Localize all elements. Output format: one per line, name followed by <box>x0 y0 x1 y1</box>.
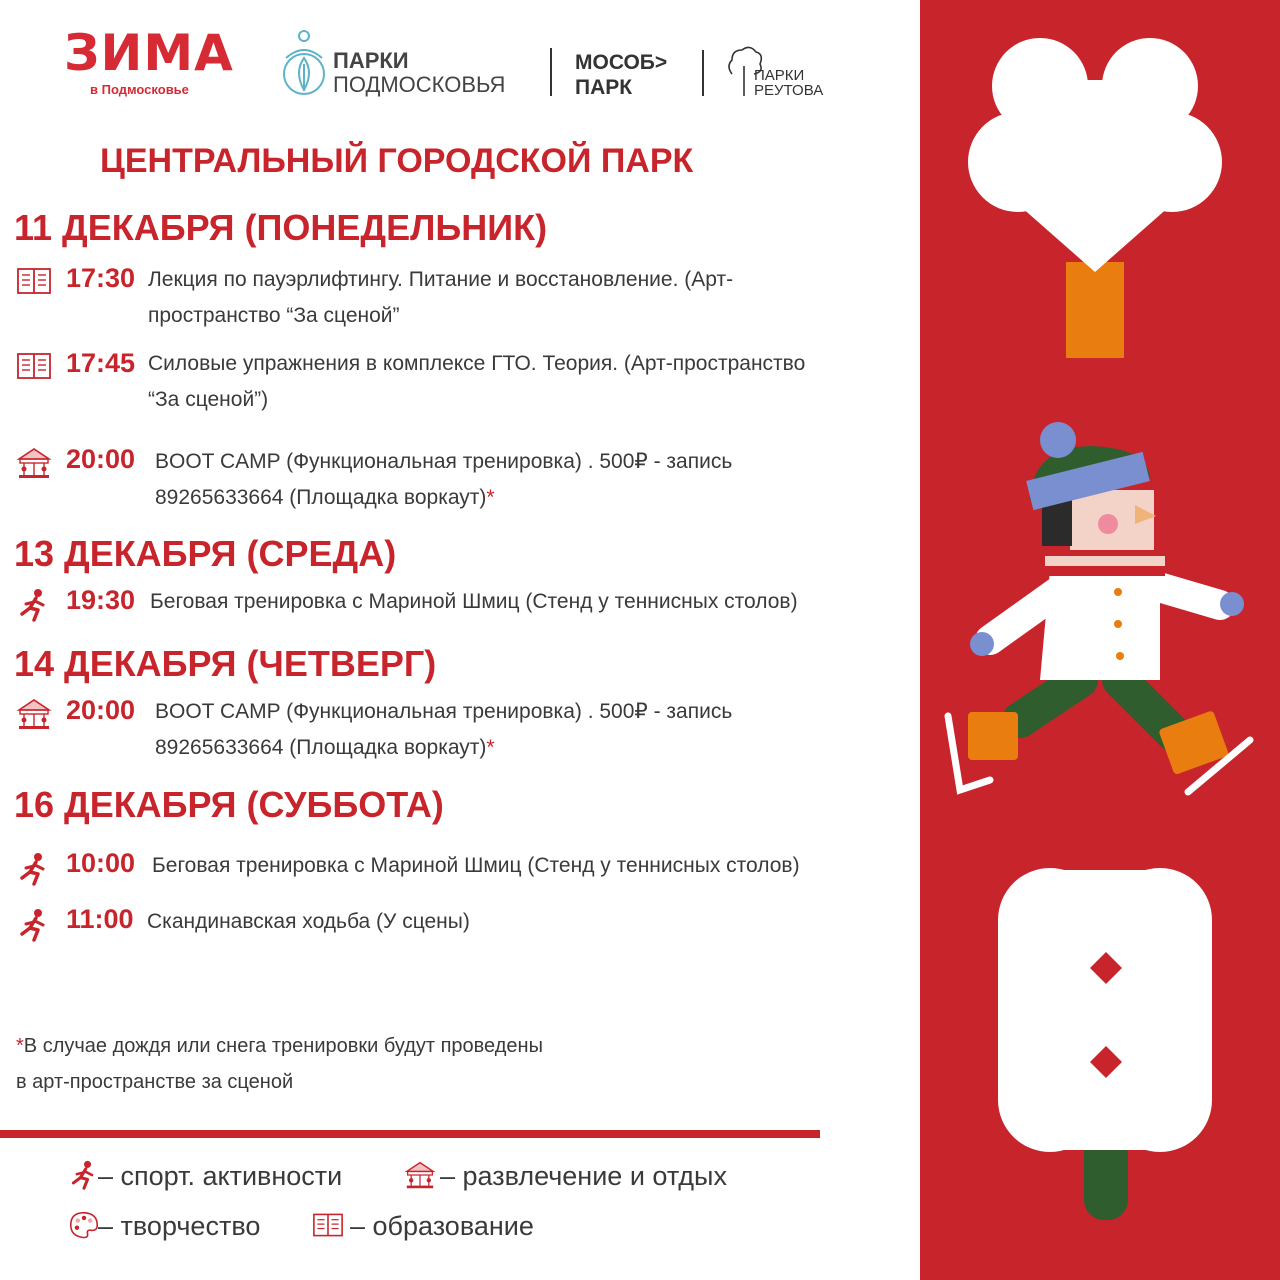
event-text-line: пространство “За сценой” <box>148 304 400 327</box>
event-description <box>152 848 912 884</box>
runner-icon <box>16 908 52 942</box>
carousel-icon <box>16 446 52 480</box>
event-time: 20:00 <box>66 444 136 474</box>
footnote-line-body: В случае дождя или снега тренировки будут проведены <box>23 1035 543 1057</box>
event-time: 19:30 <box>66 585 136 615</box>
header-separator <box>702 50 704 96</box>
event-text-line <box>155 480 895 516</box>
event-description <box>150 584 910 620</box>
weather-footnote <box>16 1028 716 1100</box>
mosobpark-logo-line1: МОСОБ> <box>575 51 668 74</box>
day-heading: 14 ДЕКАБРЯ (ЧЕТВЕРГ) <box>14 643 437 684</box>
event-description <box>148 346 918 418</box>
mosobpark-logo-line2: ПАРК <box>575 76 633 99</box>
event-text-line: Беговая тренировка с Мариной Шмиц (Стенд у теннисных столов) <box>150 590 798 613</box>
footnote-star: * <box>16 1035 24 1057</box>
event-time: 11:00 <box>66 904 134 934</box>
parks-logo-line1: ПАРКИ <box>333 48 409 73</box>
palette-icon <box>68 1210 100 1240</box>
skater-illustration-icon <box>948 422 1250 792</box>
reutov-logo-line2: РЕУТОВА <box>754 82 824 99</box>
legend-education-label: – образование <box>350 1211 534 1241</box>
event-description <box>148 262 908 334</box>
top-tree-icon <box>968 38 1222 358</box>
section-divider <box>0 1130 820 1138</box>
event-text-line: Силовые упражнения в комплексе ГТО. Теория. (Арт-пространство <box>148 352 806 375</box>
runner-icon <box>68 1160 100 1190</box>
day-heading: 13 ДЕКАБРЯ (СРЕДА) <box>14 533 397 574</box>
event-description <box>155 694 895 766</box>
park-title: ЦЕНТРАЛЬНЫЙ ГОРОДСКОЙ ПАРК <box>100 142 694 180</box>
legend-sport-label: – спорт. активности <box>98 1161 343 1191</box>
legend-creativity-label: – творчество <box>98 1211 261 1241</box>
parks-logo-line2: ПОДМОСКОВЬЯ <box>333 72 506 97</box>
event-text-line <box>155 730 895 766</box>
footnote-line: в арт-пространстве за сценой <box>16 1071 294 1093</box>
event-time: 17:30 <box>66 263 136 293</box>
event-time: 10:00 <box>66 848 136 878</box>
winter-illustration <box>920 0 1280 1280</box>
runner-icon <box>16 588 52 622</box>
event-time: 17:45 <box>66 348 136 378</box>
bottom-tree-icon <box>998 868 1212 1220</box>
event-text-line: Лекция по пауэрлифтингу. Питание и восстановление. (Арт- <box>148 268 734 291</box>
book-icon <box>16 349 52 383</box>
footnote-star: * <box>486 736 495 759</box>
event-description <box>147 904 847 940</box>
book-icon <box>312 1210 344 1240</box>
footnote-line <box>16 1028 716 1064</box>
event-text-line: BOOT CAMP (Функциональная тренировка) . 500₽ - запись <box>155 450 733 473</box>
carousel-icon <box>16 697 52 731</box>
event-text-line: BOOT CAMP (Функциональная тренировка) . 500₽ - запись <box>155 700 733 723</box>
event-time: 20:00 <box>66 695 136 725</box>
book-icon <box>16 264 52 298</box>
runner-icon <box>16 852 52 886</box>
event-text-line: Скандинавская ходьба (У сцены) <box>147 910 470 933</box>
event-text-line: Беговая тренировка с Мариной Шмиц (Стенд у теннисных столов) <box>152 854 800 877</box>
zima-logo-subtitle: в Подмосковье <box>90 82 189 97</box>
header-separator <box>550 48 552 96</box>
reutov-logo-line1: ПАРКИ <box>754 67 805 84</box>
zima-logo-title: ЗИМА <box>64 24 234 82</box>
day-heading: 16 ДЕКАБРЯ (СУББОТА) <box>14 784 444 825</box>
footnote-star: * <box>486 486 495 509</box>
carousel-icon <box>404 1160 436 1190</box>
event-description <box>155 444 895 516</box>
legend-entertainment-label: – развлечение и отдых <box>440 1161 727 1191</box>
day-heading: 11 ДЕКАБРЯ (ПОНЕДЕЛЬНИК) <box>14 207 548 248</box>
event-text-line-body: 89265633664 (Площадка воркаут) <box>155 736 487 759</box>
decorative-side-panel <box>920 0 1280 1280</box>
event-text-line: “За сценой”) <box>148 388 269 411</box>
parks-leaf-icon <box>280 28 328 98</box>
event-text-line-body: 89265633664 (Площадка воркаут) <box>155 486 487 509</box>
